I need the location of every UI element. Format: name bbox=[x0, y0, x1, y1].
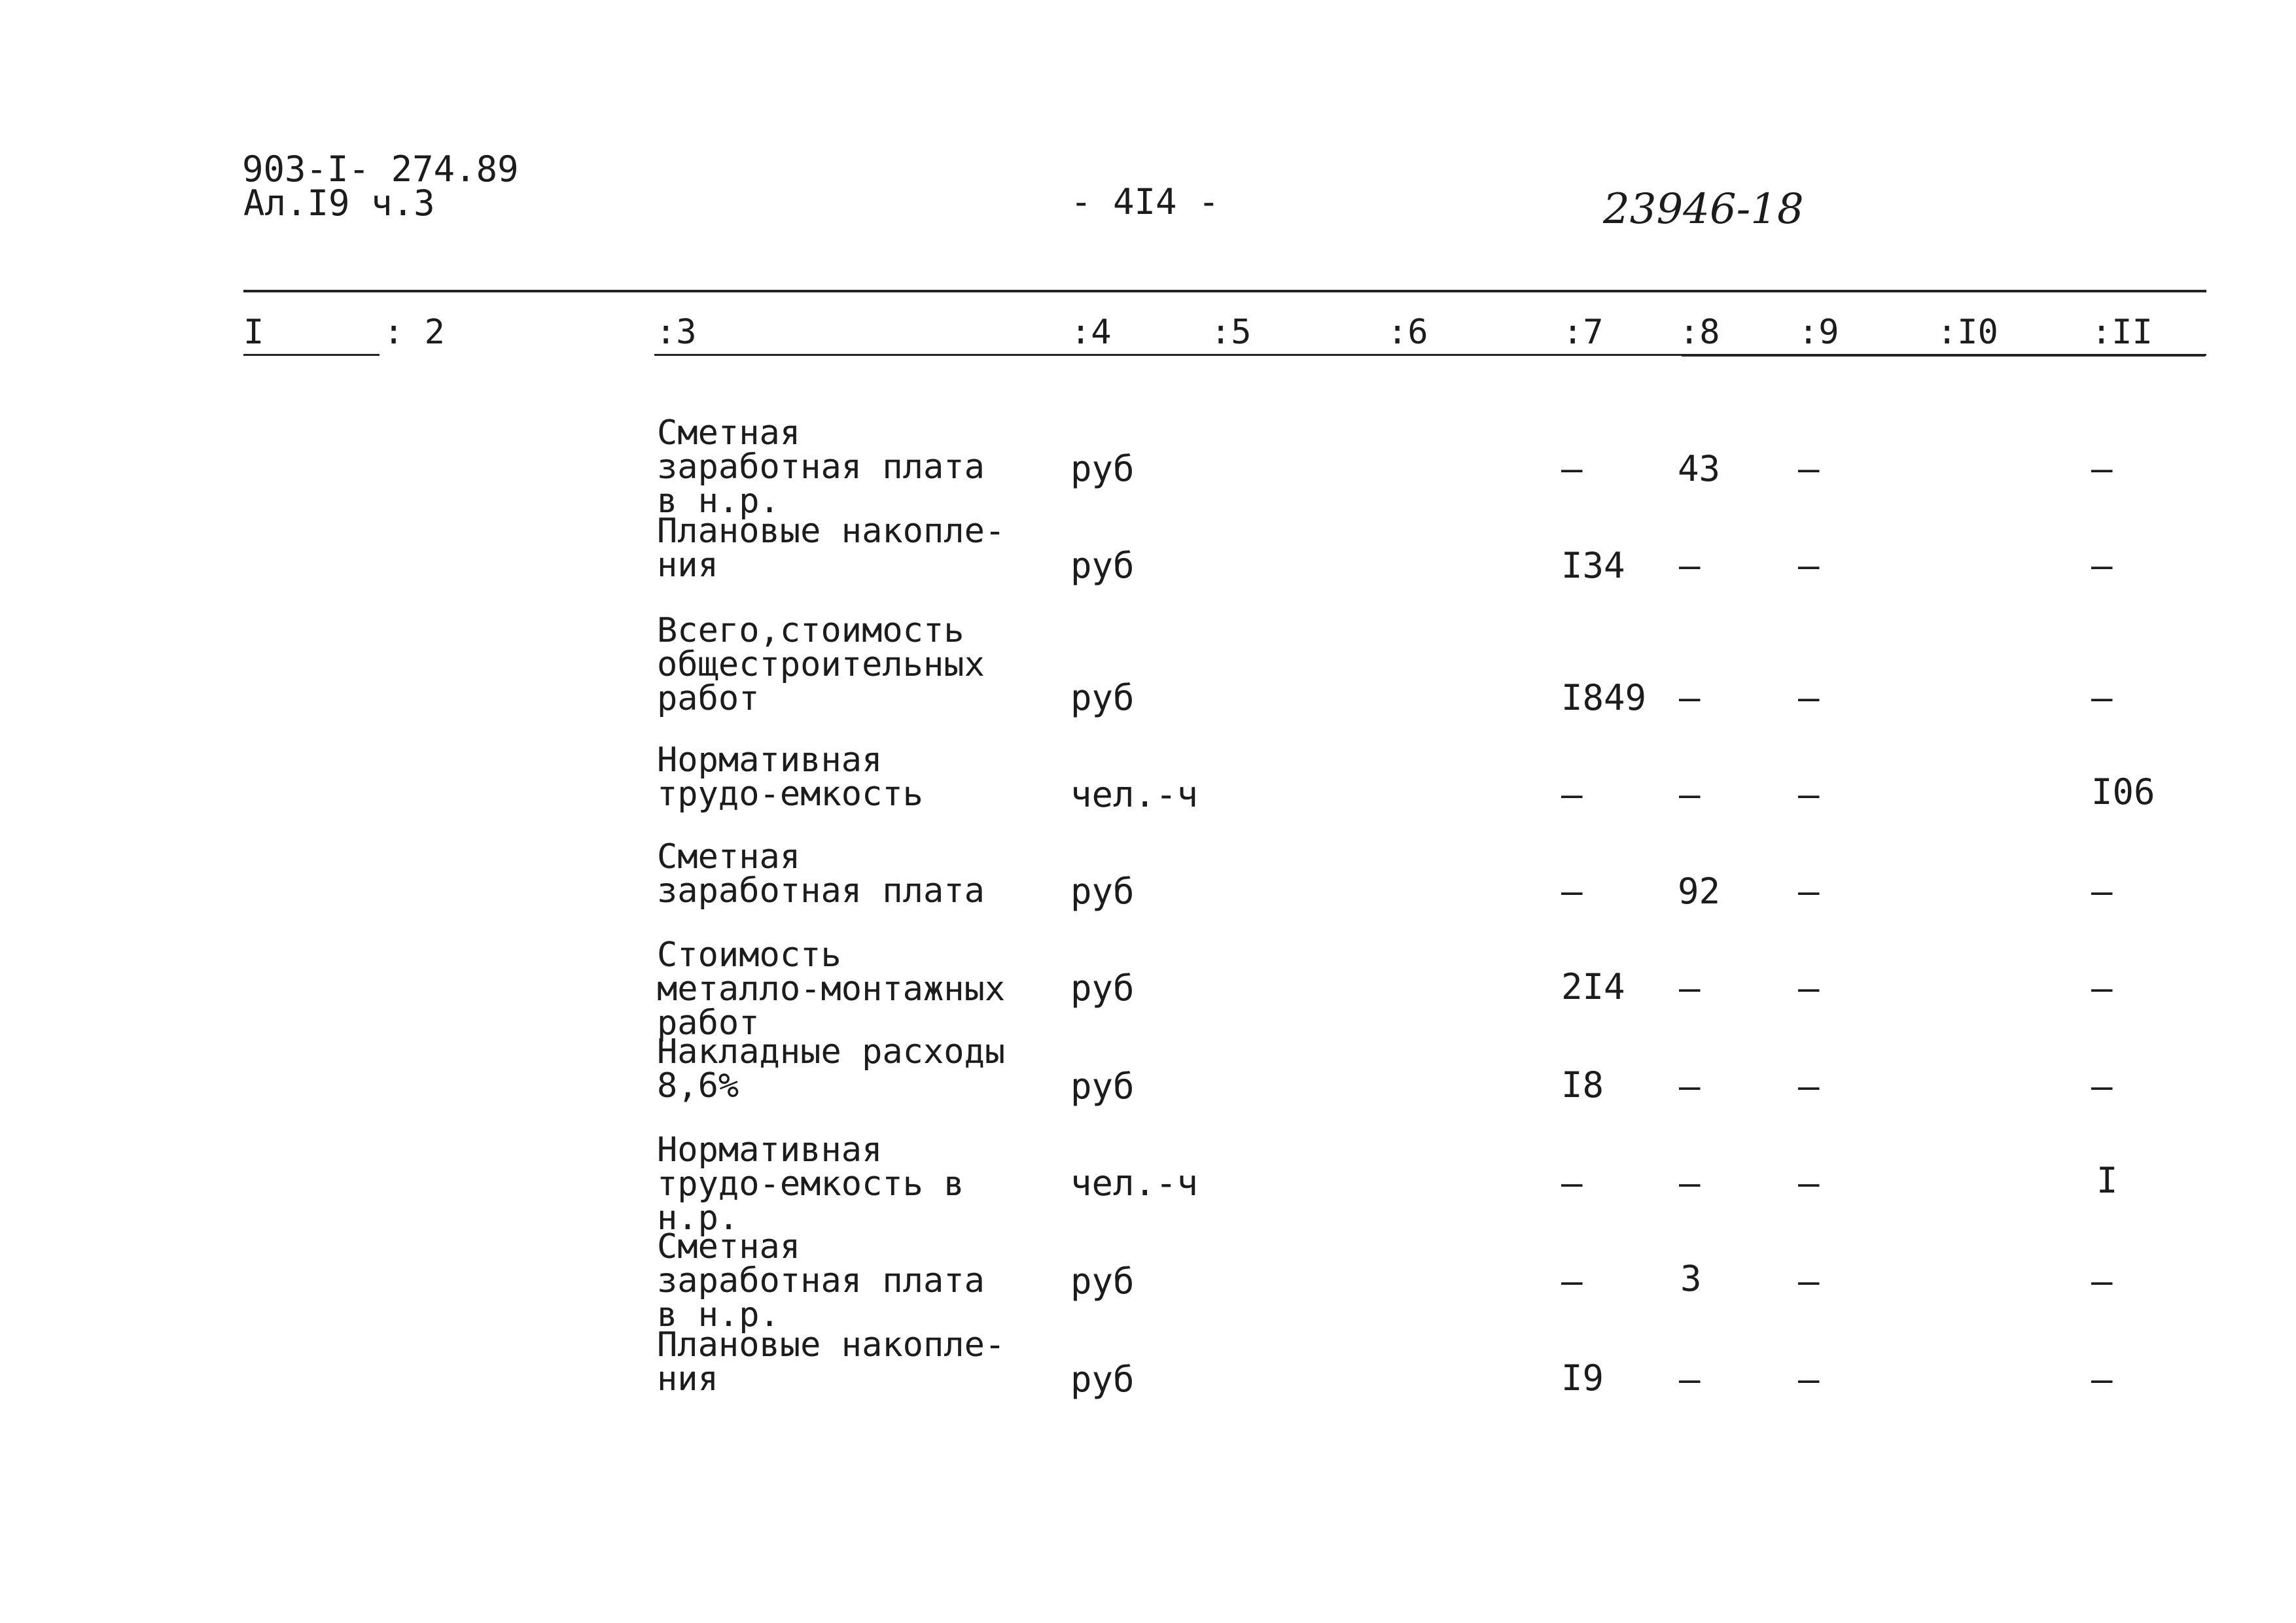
column-header-8: :8 bbox=[1679, 313, 1720, 352]
row-description: Стоимость металло-монтажных работ bbox=[657, 935, 1006, 1043]
column-header-11: :II bbox=[2091, 313, 2153, 352]
row-description: Сметная заработная плата bbox=[657, 837, 985, 911]
row-col9: – bbox=[1798, 1261, 1818, 1302]
row-unit: чел.-ч bbox=[1070, 1162, 1199, 1204]
row-unit: руб bbox=[1070, 545, 1135, 586]
row-col7: – bbox=[1561, 774, 1581, 815]
row-unit: руб bbox=[1070, 1261, 1135, 1302]
row-col7: – bbox=[1561, 871, 1581, 912]
row-col7: – bbox=[1561, 1261, 1581, 1302]
row-col7: 2I4 bbox=[1561, 966, 1625, 1007]
row-description: Нормативная трудо-емкость bbox=[657, 741, 923, 814]
row-unit: руб bbox=[1070, 1066, 1135, 1107]
row-col9: – bbox=[1798, 677, 1818, 718]
column-header-1: I bbox=[243, 313, 264, 352]
row-col8: – bbox=[1679, 1066, 1699, 1107]
row-col11: I bbox=[2096, 1160, 2118, 1201]
row-col9: – bbox=[1798, 1162, 1818, 1204]
row-col8: 92 bbox=[1678, 871, 1721, 912]
row-col8: 3 bbox=[1680, 1258, 1702, 1299]
row-col9: – bbox=[1798, 1066, 1818, 1107]
row-col11: I06 bbox=[2091, 771, 2155, 812]
row-col11: – bbox=[2091, 1359, 2111, 1400]
row-col9: – bbox=[1798, 448, 1818, 489]
column-header-7: :7 bbox=[1563, 313, 1604, 352]
row-col11: – bbox=[2091, 1066, 2111, 1107]
row-col7: I849 bbox=[1561, 677, 1647, 718]
row-col8: – bbox=[1679, 1359, 1699, 1400]
row-col8: – bbox=[1679, 968, 1699, 1009]
row-col11: – bbox=[2091, 545, 2111, 586]
row-col11: – bbox=[2091, 448, 2111, 489]
column-header-10: :I0 bbox=[1937, 313, 1998, 352]
row-unit: руб bbox=[1070, 968, 1135, 1009]
row-unit: руб bbox=[1070, 448, 1135, 489]
column-header-2: : 2 bbox=[383, 313, 445, 352]
row-col11: – bbox=[2091, 1261, 2111, 1302]
row-col9: – bbox=[1798, 545, 1818, 586]
row-unit: руб bbox=[1070, 677, 1135, 718]
row-col7: – bbox=[1561, 1162, 1581, 1204]
row-col7: I8 bbox=[1561, 1064, 1604, 1106]
row-col9: – bbox=[1798, 871, 1818, 912]
column-header-6: :6 bbox=[1387, 313, 1428, 352]
row-description: Плановые накопле-ния bbox=[657, 512, 1006, 585]
row-col7: – bbox=[1561, 448, 1581, 489]
row-description: Сметная заработная плата в н.р. bbox=[657, 1227, 985, 1335]
row-col9: – bbox=[1798, 774, 1818, 815]
row-col8: – bbox=[1679, 1162, 1699, 1204]
row-col8: 43 bbox=[1678, 448, 1721, 489]
row-description: Нормативная трудо-емкость в н.р. bbox=[657, 1130, 964, 1238]
row-col7: I9 bbox=[1561, 1357, 1604, 1399]
row-unit: руб bbox=[1070, 1359, 1135, 1400]
column-header-9: :9 bbox=[1798, 313, 1839, 352]
row-col7: I34 bbox=[1561, 545, 1625, 586]
header-underline-mid bbox=[1682, 354, 2205, 357]
row-col11: – bbox=[2091, 871, 2111, 912]
column-header-4: :4 bbox=[1070, 313, 1112, 352]
archive-number: 23946-18 bbox=[1603, 185, 1804, 234]
row-col11: – bbox=[2091, 968, 2111, 1009]
header-underline-left bbox=[243, 354, 380, 356]
column-header-5: :5 bbox=[1210, 313, 1252, 352]
row-col8: – bbox=[1679, 677, 1699, 718]
row-unit: чел.-ч bbox=[1070, 774, 1199, 815]
row-description: Плановые накопле-ния bbox=[657, 1325, 1006, 1399]
row-description: Всего,стоимость общестроительных работ bbox=[657, 611, 985, 718]
sheet-reference: Ал.I9 ч.3 bbox=[243, 183, 435, 224]
row-description: Сметная заработная плата в н.р. bbox=[657, 413, 985, 521]
page-number: - 4I4 - bbox=[1070, 181, 1220, 222]
row-col8: – bbox=[1679, 545, 1699, 586]
row-col8: – bbox=[1679, 774, 1699, 815]
row-col9: – bbox=[1798, 1359, 1818, 1400]
column-header-3: :3 bbox=[656, 313, 697, 352]
document-code: 903-I- 274.89 bbox=[242, 148, 519, 190]
row-col11: – bbox=[2091, 677, 2111, 718]
row-unit: руб bbox=[1070, 871, 1135, 912]
table-top-rule bbox=[243, 290, 2206, 292]
row-description: Накладные расходы 8,6% bbox=[657, 1032, 1006, 1106]
row-col9: – bbox=[1798, 968, 1818, 1009]
